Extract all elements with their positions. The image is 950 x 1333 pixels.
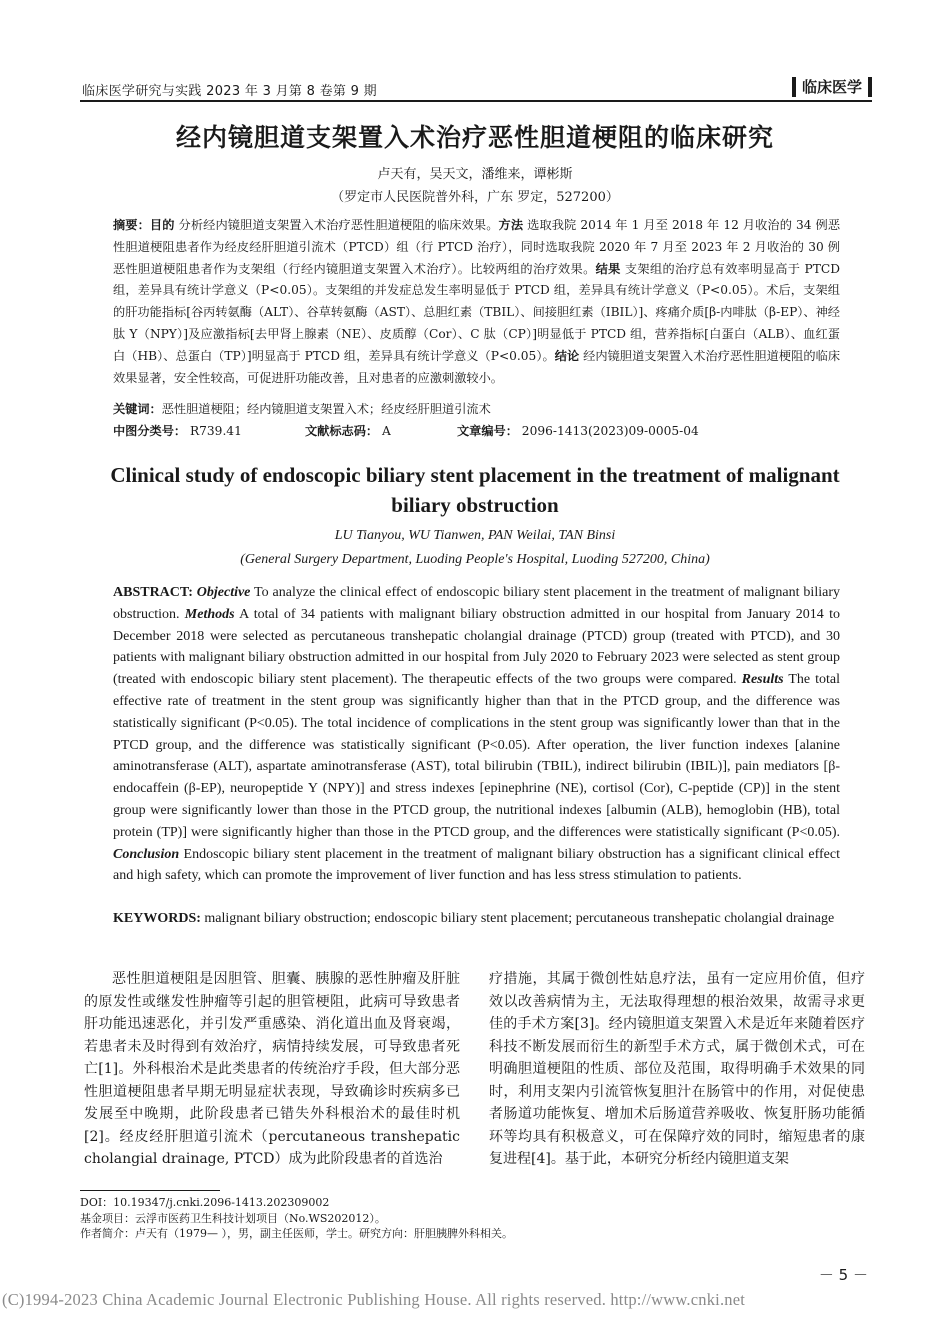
chinese-title: 经内镜胆道支架置入术治疗恶性胆道梗阻的临床研究 bbox=[175, 123, 774, 152]
objective-label: 目的 bbox=[149, 218, 175, 232]
section-bar-left bbox=[792, 77, 796, 97]
conclusion-label: 结论 bbox=[554, 348, 580, 363]
fund-line: 基金项目：云浮市医药卫生科技计划项目（No.WS202012）。 bbox=[80, 1211, 386, 1225]
section-text: 临床医学 bbox=[801, 78, 862, 96]
body-column-right: 疗措施，其属于微创性姑息疗法，虽有一定应用价值，但疗效以改善病情为主，无法取得理想的根治效果，故需寻求更佳的手术方案[3]。经内镜胆道支架置入术是近年来随着医疗科技不断发展而衍生的新型手术方式，属于微创术式，可在明确胆道梗阻的性质、部位及范围，取得明确手术效果的同时，利用支架内引流管恢复胆汁在肠管中的作用，对促使患者肠道功能恢复、增加术后肠道营养吸收、恢复肝肠功能循环等均具有积极意义，可在保障疗效的同时，缩短患者的康复进程[4]。基于此，本研究分析经内镜胆道支架 bbox=[489, 971, 865, 1167]
methods-label: 方法 bbox=[498, 218, 524, 232]
article-number bbox=[457, 422, 699, 439]
english-title: Clinical study of endoscopic biliary stent placement in the treatment of malignant biliary obstruction bbox=[110, 463, 840, 517]
results-label: 结果 bbox=[595, 261, 621, 276]
conclusion-text: 经内镜胆道支架置入术治疗恶性胆道梗阻的临床效果显著，安全性较高，可促进肝功能改善，且对患者的应激刺激较小。 bbox=[113, 348, 841, 385]
class-number bbox=[113, 422, 305, 439]
methods-text: 选取我院 2014 年 1 月至 2018 年 12 月收治的 34 例恶性胆道梗阻患者作为经皮经肝胆道引流术（PTCD）组（行 PTCD 治疗），同时选取我院 2020 年 7 月至 2023 年 2 月收治的 30 例恶性胆道梗阻患者作为支架组（行经内镜胆道支架置入术治疗）。比较两组的治疗效果。 bbox=[113, 218, 841, 276]
section-label bbox=[792, 76, 872, 97]
chinese-affiliation: （罗定市人民医院普外科，广东 罗定，527200） bbox=[331, 190, 619, 205]
header-divider bbox=[80, 100, 872, 102]
article-number-label: 文章编号： bbox=[457, 424, 518, 438]
keywords-label: 关键词： bbox=[113, 402, 162, 416]
en-objective-text: To analyze the clinical effect of endoscopic biliary stent placement in the treatment of malignant biliary obstruction. bbox=[113, 585, 840, 622]
author-bio-line: 作者简介：卢天有（1979— ），男，副主任医师，学士。研究方向：肝胆胰脾外科相关。 bbox=[80, 1227, 513, 1240]
chinese-abstract bbox=[113, 215, 840, 389]
journal-header: 临床医学研究与实践 2023 年 3 月第 8 卷第 9 期 bbox=[82, 84, 377, 99]
chinese-authors: 卢天有，吴天文，潘维来，谭彬斯 bbox=[377, 167, 573, 182]
class-number-label: 中图分类号： bbox=[113, 424, 187, 438]
abstract-label: 摘要： bbox=[113, 218, 150, 232]
results-text: 支架组的治疗总有效率明显高于 PTCD 组，差异具有统计学意义（P<0.05）。支架组的并发症总发生率明显低于 PTCD 组，差异具有统计学意义（P<0.05）。术后，支架组的肝功能指标[谷丙转氨酶（ALT）、谷草转氨酶（AST）、总胆红素（TBIL）、间接胆红素（IBIL）]、疼痛介质[β-内啡肽（β-EP）、神经肽 Y（NPY）]及应激指标[去甲肾上腺素（NE）、皮质醇（Cor）、C 肽（CP）]明显低于 PTCD 组，营养指标[白蛋白（ALB）、血红蛋白（HB）、总蛋白（TP）]明显高于 PTCD 组，差异具有统计学意义（P<0.05）。 bbox=[113, 261, 840, 363]
english-authors: LU Tianyou, WU Tianwen, PAN Weilai, TAN Binsi bbox=[334, 528, 616, 543]
en-methods-label: Methods bbox=[184, 606, 235, 622]
en-keywords-text: malignant biliary obstruction; endoscopic biliary stent placement; percutaneous transhepatic cholangial drainage bbox=[204, 911, 835, 926]
body-column-left: 恶性胆道梗阻是因胆管、胆囊、胰腺的恶性肿瘤及肝脏的原发性或继发性肿瘤等引起的胆管梗阻，此病可导致患者肝功能迅速恶化，并引发严重感染、消化道出血及肾衰竭，若患者未及时得到有效治疗，病情持续发展，可导致患者死亡[1]。外科根治术是此类患者的传统治疗手段，但大部分恶性胆道梗阻患者早期无明显症状表现，导致确诊时疾病多已发展至中晚期，此阶段患者已错失外科根治术的最佳时机[2]。经皮经肝胆道引流术（percutaneous transhepatic cholangial drainage, PTCD）成为此阶段患者的首选治 bbox=[84, 971, 460, 1167]
class-number-value: R739.41 bbox=[186, 424, 242, 438]
english-affiliation: (General Surgery Department, Luoding People's Hospital, Luoding 527200, China) bbox=[240, 552, 710, 567]
document-code-label: 文献标志码： bbox=[305, 424, 379, 438]
english-abstract bbox=[113, 582, 840, 887]
doi-line: DOI：10.19347/j.cnki.2096-1413.202309002 bbox=[80, 1196, 330, 1209]
chinese-keywords bbox=[113, 400, 840, 417]
section-bar-right bbox=[868, 77, 872, 97]
footnotes bbox=[80, 1195, 513, 1242]
footnote-divider bbox=[80, 1190, 220, 1191]
en-conclusion-text: Endoscopic biliary stent placement in the treatment of malignant biliary obstruction has a significant clinical effect and high safety, which can promote the improvement of liver function and has less stress stimulation to patients. bbox=[113, 846, 840, 884]
en-methods-text: A total of 34 patients with malignant biliary obstruction admitted in our hospital from January 2014 to December 2018 were selected as percutaneous transhepatic cholangial drainage (PTCD) group (treated with PTCD), and 30 patients with malignant biliary obstruction admitted in our hospital from July 2020 to February 2023 were selected as stent group (treated with endoscopic biliary stent placement). The therapeutic effects of the two groups were compared. bbox=[113, 606, 840, 688]
en-conclusion-label: Conclusion bbox=[113, 846, 180, 862]
keywords-text: 恶性胆道梗阻；经内镜胆道支架置入术；经皮经肝胆道引流术 bbox=[161, 402, 491, 416]
english-keywords bbox=[113, 908, 840, 930]
en-results-text: The total effective rate of treatment in the stent group was significantly higher than that in the PTCD group, and the difference was statistically significant (P<0.05). The total incidence of complications in the stent group was significantly lower than that in the PTCD group, and the difference was statistically significant (P<0.05). After operation, the liver function indexes [alanine aminotransferase (ALT), aspartate aminotransferase (AST), total bilirubin (TBIL), indirect bilirubin (IBIL)], pain mediators [β-endocaffein (β-EP), neuropeptide Y (NPY)] and stress indexes [epinephrine (NE), cortisol (Cor), C-peptide (CP)] in the stent group were significantly lower than those in the PTCD group, the nutritional indexes [albumin (ALB), hemoglobin (HB), total protein (TP)] were significantly higher than those in the PTCD group, and the differences were statistically significant (P<0.05). bbox=[113, 672, 840, 840]
classification-line bbox=[113, 422, 840, 439]
document-code-value: A bbox=[378, 424, 391, 438]
en-keywords-label: KEYWORDS: bbox=[113, 911, 205, 926]
en-abstract-label: ABSTRACT: bbox=[113, 585, 197, 600]
copyright-watermark: (C)1994-2023 China Academic Journal Electronic Publishing House. All rights reserved. http://www.cnki.net bbox=[2, 1290, 746, 1309]
page-number: － 5 － bbox=[818, 1266, 868, 1284]
objective-text: 分析经内镜胆道支架置入术治疗恶性胆道梗阻的临床效果。 bbox=[174, 218, 499, 232]
en-objective-label: Objective bbox=[196, 585, 251, 600]
document-code bbox=[305, 422, 457, 439]
article-number-value: 2096-1413(2023)09-0005-04 bbox=[517, 424, 699, 438]
en-results-label: Results bbox=[741, 672, 784, 688]
